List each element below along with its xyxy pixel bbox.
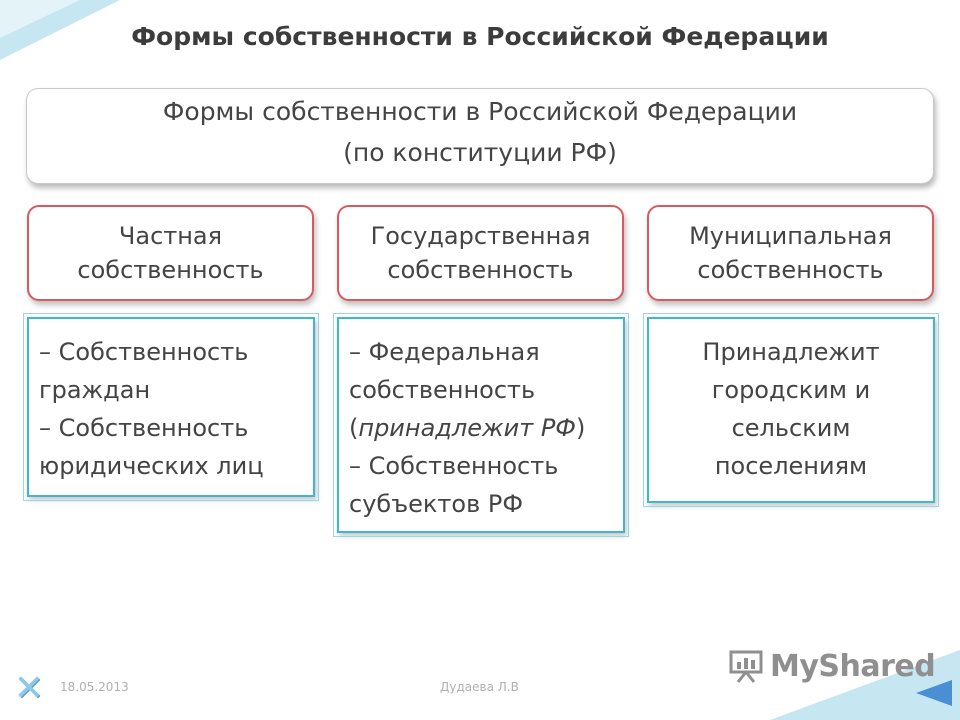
description-private-line: – Собственность [39, 338, 249, 366]
description-state-line: – Собственность [349, 452, 559, 480]
description-state-line: субъектов РФ [349, 490, 523, 518]
prev-arrow-icon[interactable] [916, 680, 952, 706]
header-box [26, 88, 934, 184]
description-private [27, 317, 315, 497]
paren-open: ( [349, 414, 359, 442]
description-municipal-line: Принадлежит [702, 338, 880, 366]
italic-note: принадлежит РФ [358, 414, 576, 442]
description-municipal-line: городским и [711, 376, 871, 404]
close-x-icon[interactable]: ✕ [13, 668, 45, 709]
category-private-line2: собственность [77, 256, 264, 284]
category-municipal-line1: Муниципальная [689, 222, 892, 250]
category-state-line1: Государственная [370, 222, 591, 250]
description-state-line: – Федеральная [349, 338, 540, 366]
description-municipal-line: поселениям [714, 452, 868, 480]
description-state [337, 317, 625, 533]
description-state-line [349, 409, 623, 447]
description-private-line: – Собственность [39, 414, 249, 442]
description-municipal-line: сельским [731, 414, 851, 442]
footer-date: 18.05.2013 [60, 680, 129, 694]
paren-close: ) [575, 414, 586, 442]
description-state-line: собственность [349, 376, 536, 404]
header-box-title: Формы собственности в Российской Федерации [162, 97, 798, 126]
category-municipal [647, 205, 934, 301]
footer-author: Дудаева Л.В [440, 680, 519, 694]
description-private-line: граждан [39, 376, 151, 404]
category-private [27, 205, 314, 301]
slide-title: Формы собственности в Российской Федерации [131, 22, 829, 51]
category-state [337, 205, 624, 301]
description-private-line: юридических лиц [39, 452, 264, 480]
myshared-logo [728, 646, 935, 686]
logo-text: MyShared [770, 648, 936, 684]
category-private-line1: Частная [118, 222, 223, 250]
category-municipal-line2: собственность [697, 256, 884, 284]
presentation-icon [728, 648, 764, 684]
description-municipal [647, 317, 935, 503]
header-box-subtitle: (по конституции РФ) [343, 138, 617, 167]
category-state-line2: собственность [387, 256, 574, 284]
